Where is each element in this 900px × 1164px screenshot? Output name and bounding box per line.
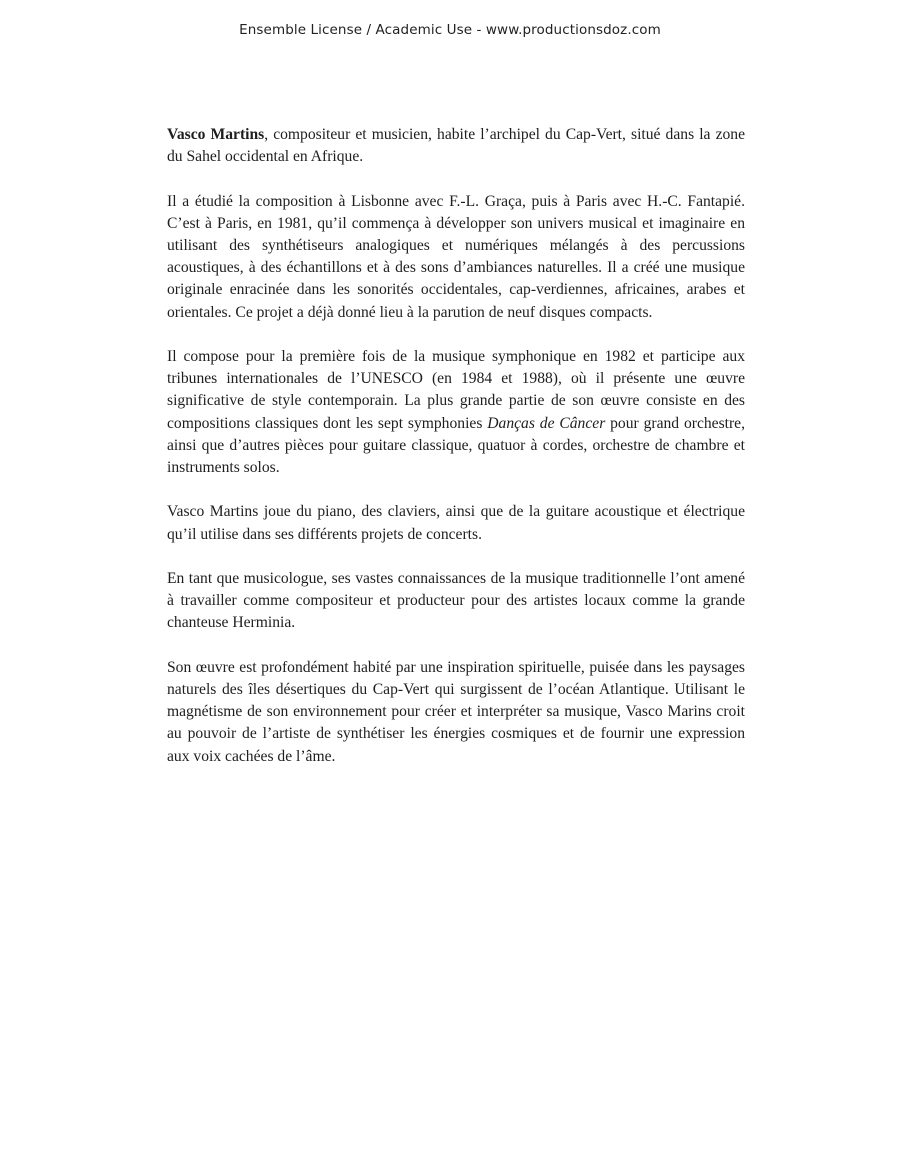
- symphonic-text-after: pour grand orchestre, ainsi que d’autres pièces pour guitare classique, quatuor à cordes, orchestre de chambre et instruments solos.: [167, 414, 745, 477]
- composer-name: Vasco Martins: [167, 126, 265, 143]
- bio-paragraph-studies: Il a étudié la composition à Lisbonne avec F.-L. Graça, puis à Paris avec H.-C. Fantapié. C’est à Paris, en 1981, qu’il commença à développer son univers musical et imaginaire en utilisant des synthétiseurs analogiques et numériques mélangés à des percussions acoustiques, à des échantillons et à des sons d’ambiances naturelles. Il a créé une musique originale enracinée dans les sonorités occidentales, cap-verdiennes, africaines, arabes et orientales. Ce projet a déjà donné lieu à la parution de neuf disques compacts.: [167, 192, 745, 321]
- bio-paragraph-intro: [167, 124, 745, 168]
- bio-paragraph-symphonic: [167, 346, 745, 479]
- biography-text: [167, 124, 745, 790]
- symphonic-text-before: Il compose pour la première fois de la musique symphonique en 1982 et participe aux tribunes internationales de l’UNESCO (en 1984 et 1988), où il présente une œuvre significative de style contemporain. La plus grande partie de son œuvre consiste en des compositions classiques dont les sept symphonies: [167, 348, 745, 432]
- bio-paragraph-spirituality: Son œuvre est profondément habité par une inspiration spirituelle, puisée dans les paysages naturels des îles désertiques du Cap-Vert qui surgissent de l’océan Atlantique. Utilisant le magnétisme de son environnement pour créer et interpréter sa musique, Vasco Marins croit au pouvoir de l’artiste de synthétiser les énergies cosmiques et de fournir une expression aux voix cachées de l’âme.: [167, 658, 745, 765]
- bio-paragraph-instruments: Vasco Martins joue du piano, des claviers, ainsi que de la guitare acoustique et électrique qu’il utilise dans ses différents projets de concerts.: [167, 503, 745, 543]
- symphony-title: Danças de Câncer: [487, 414, 606, 432]
- bio-paragraph-musicology: En tant que musicologue, ses vastes connaissances de la musique traditionnelle l’ont amené à travailler comme compositeur et producteur pour des artistes locaux comme la grande chanteuse Herminia.: [167, 570, 745, 632]
- license-header: Ensemble License / Academic Use - www.productionsdoz.com: [239, 22, 661, 38]
- intro-text: , compositeur et musicien, habite l’archipel du Cap-Vert, situé dans la zone du Sahel occidental en Afrique.: [167, 126, 746, 166]
